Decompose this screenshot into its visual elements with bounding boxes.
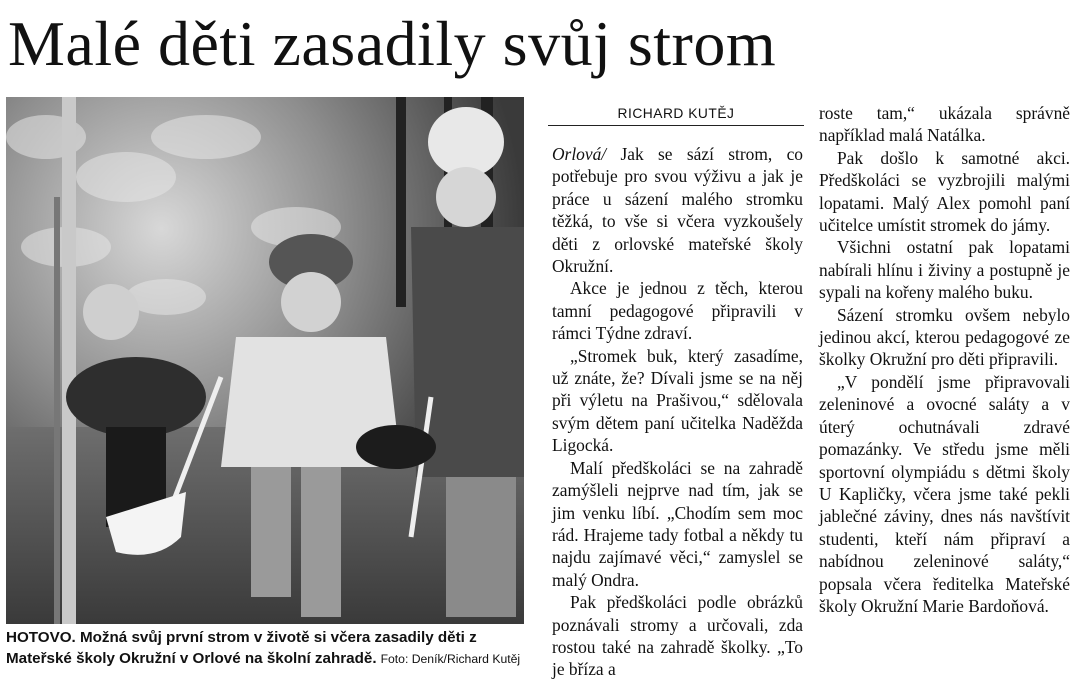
article-paragraph: Malí předškoláci se na zahradě zamýšleli nejprve nad tím, jak se jim venku líbí. „Chodím sem moc rád. Hrajeme tady fotbal a někdy tu najdu zajímavé věci,“ zamyslel se malý Ondra.	[552, 457, 803, 590]
article-column-2	[819, 102, 1070, 617]
article-photo	[6, 97, 524, 624]
article-paragraph: Akce je jednou z těch, kterou tamní pedagogové připravili v rámci Týdne zdraví.	[552, 278, 803, 344]
article-paragraph: „Stromek buk, který zasadíme, už znáte, že? Dívali jsme se na něj při výletu na Prašivou,“ sdělovala svým dětem paní učitelka Naděžda Ligocká.	[552, 345, 803, 456]
article-paragraph: Sázení stromku ovšem nebylo jedinou akcí, kterou pedagogové ze školky Okružní pro děti připravili.	[819, 304, 1070, 370]
article-paragraph: roste tam,“ ukázala správně například malá Natálka.	[819, 103, 1070, 146]
article-paragraph: „V pondělí jsme připravovali zeleninové a ovocné saláty a v úterý ochutnávali zdravé pomazánky. Ve středu jsme měli sportovní olympiádu s dětmi školy U Kapličky, včera jsme také pekli jablečné záviny, dnes nás navštívit studenti, kteří nám připraví a nabídnou zeleninové saláty,“ popsala včera ředitelka Mateřské školy Okružní Marie Bardoňová.	[819, 371, 1070, 616]
photo-children-planting-tree-icon	[6, 97, 524, 624]
article-column-1	[552, 143, 803, 681]
dateline-place: Orlová/	[552, 144, 607, 164]
photo-caption	[6, 627, 524, 670]
headline: Malé děti zasadily svůj strom	[8, 8, 777, 79]
caption-text: Možná svůj první strom v životě si včera zasadily děti z Mateřské školy Okružní v Orlové na školní zahradě.	[6, 629, 477, 667]
caption-label: HOTOVO.	[6, 629, 76, 646]
article-paragraph: Pak předškoláci podle obrázků poznávali stromy a určovali, zda rostou také na zahradě školky. „To je bříza a	[552, 592, 803, 680]
article-paragraph: Pak došlo k samotné akci. Předškoláci se vyzbrojili malými lopatami. Malý Alex pomohl paní učitelce umístit stromek do jámy.	[819, 147, 1070, 236]
photo-credit: Foto: Deník/Richard Kutěj	[380, 652, 521, 666]
byline: RICHARD KUTĚJ	[548, 104, 804, 126]
article-paragraph: Orlová/ Jak se sází strom, co potřebuje pro svou výživu a jak je práce u sázení malého stromku těžká, to vše si včera vyzkoušely děti z orlovské mateřské školy Okružní.	[552, 144, 803, 277]
article-paragraph: Všichni ostatní pak lopatami nabírali hlínu i živiny a postupně je sypali na kořeny malého buku.	[819, 237, 1070, 303]
